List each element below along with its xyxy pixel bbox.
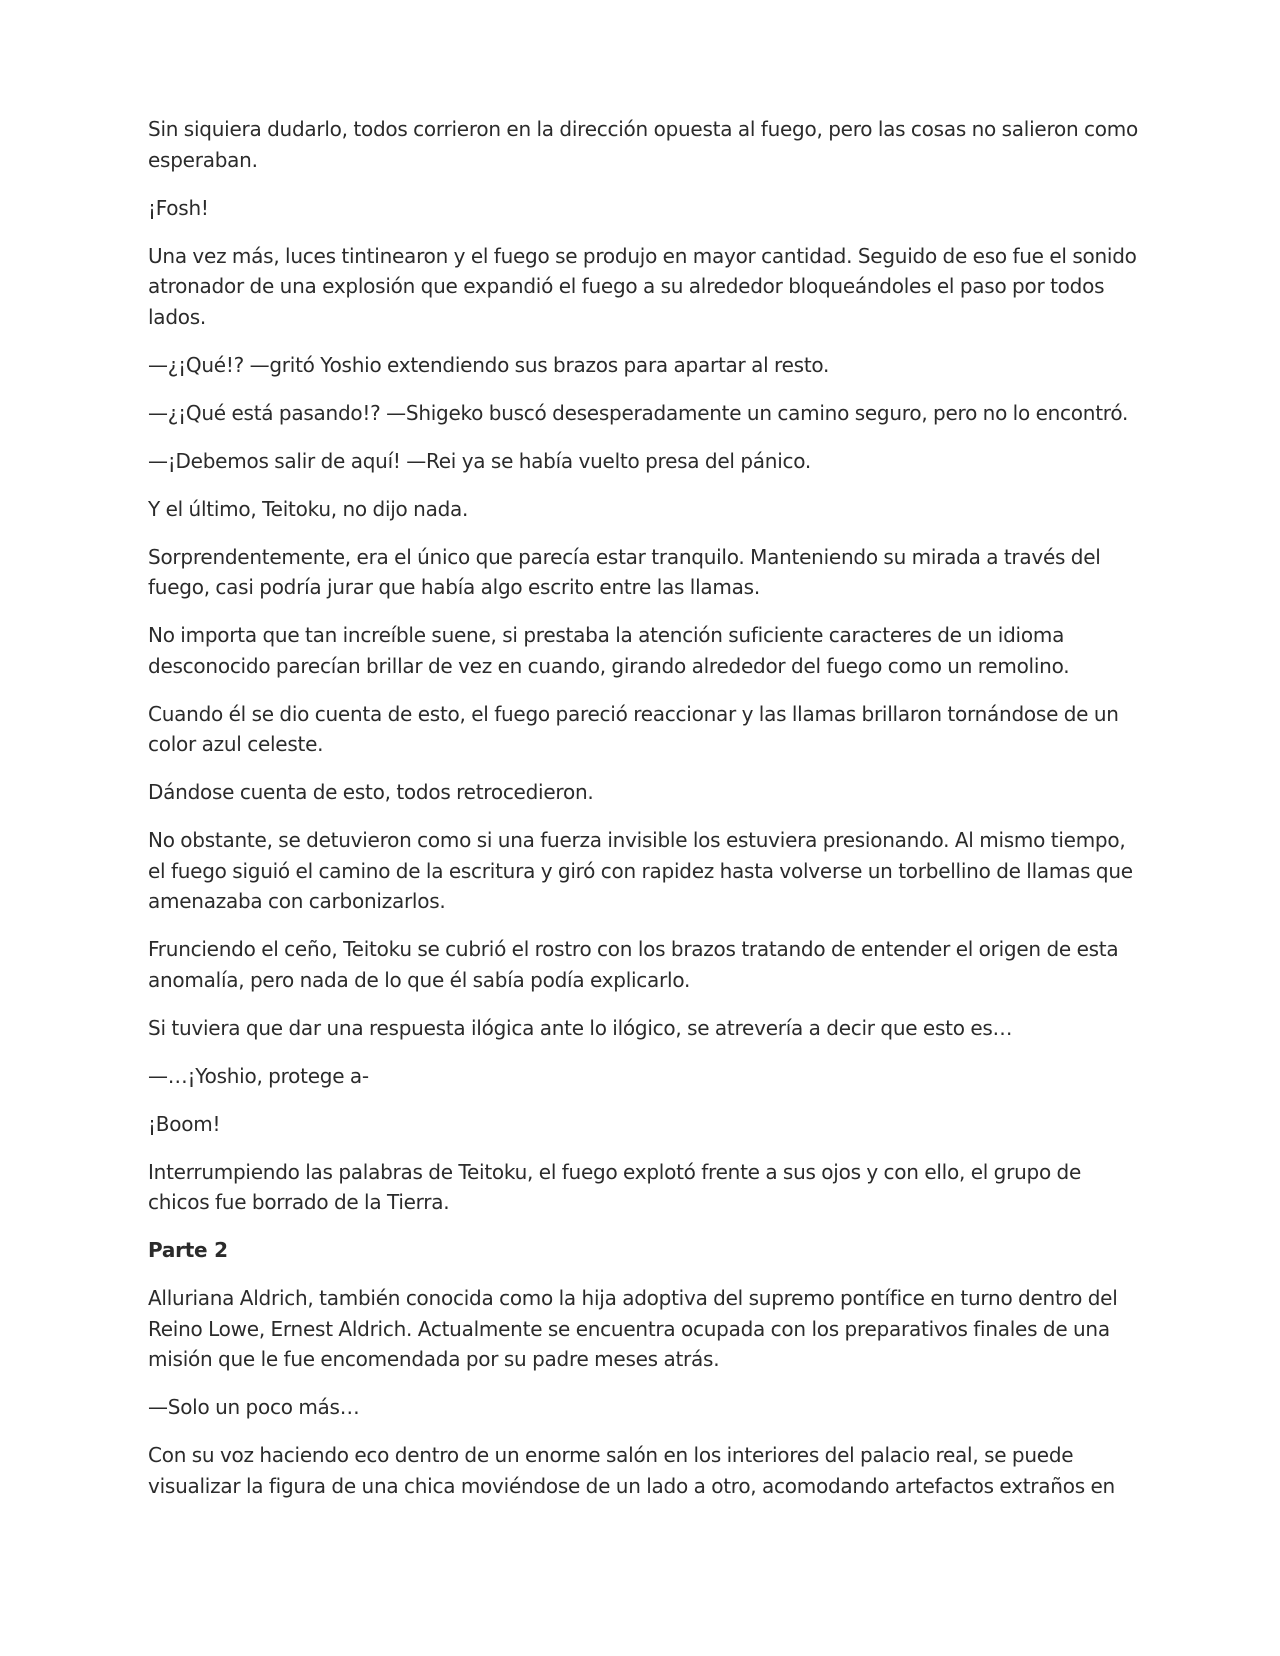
dialogue-line: —¿¡Qué está pasando!? —Shigeko buscó desesperadamente un camino seguro, pero no lo encontró. bbox=[148, 400, 1129, 425]
document-page bbox=[148, 114, 1138, 1519]
paragraph: Interrumpiendo las palabras de Teitoku, el fuego explotó frente a sus ojos y con ello, el grupo de chicos fue borrado de la Tierra. bbox=[148, 1159, 1082, 1214]
paragraph: Frunciendo el ceño, Teitoku se cubrió el rostro con los brazos tratando de entender el origen de esta anomalía, pero nada de lo que él sabía podía explicarlo. bbox=[148, 937, 1119, 992]
paragraph: No importa que tan increíble suene, si prestaba la atención suficiente caracteres de un idioma desconocido parecían brillar de vez en cuando, girando alrededor del fuego como un remolino. bbox=[148, 623, 1070, 678]
paragraph: Alluriana Aldrich, también conocida como la hija adoptiva del supremo pontífice en turno dentro del Reino Lowe, Ernest Aldrich. Actualmente se encuentra ocupada con los preparativos finales de una misión que le fue encomendada por su padre meses atrás. bbox=[148, 1286, 1118, 1371]
paragraph: Con su voz haciendo eco dentro de un enorme salón en los interiores del palacio real, se puede visualizar la figura de una chica moviéndose de un lado a otro, acomodando artefactos extraños en bbox=[148, 1443, 1115, 1498]
paragraph: Dándose cuenta de esto, todos retrocedieron. bbox=[148, 780, 594, 804]
dialogue-line: —¿¡Qué!? —gritó Yoshio extendiendo sus brazos para apartar al resto. bbox=[148, 352, 830, 377]
paragraph: ¡Boom! bbox=[148, 1111, 221, 1136]
dialogue-line: —…¡Yoshio, protege a- bbox=[148, 1063, 369, 1088]
paragraph: Sin siquiera dudarlo, todos corrieron en la dirección opuesta al fuego, pero las cosas no salieron como esperaban. bbox=[148, 117, 1138, 172]
dialogue-line: —Solo un poco más… bbox=[148, 1395, 360, 1419]
paragraph: Cuando él se dio cuenta de esto, el fuego pareció reaccionar y las llamas brillaron tornándose de un color azul celeste. bbox=[148, 701, 1119, 756]
paragraph: Y el último, Teitoku, no dijo nada. bbox=[148, 496, 469, 521]
paragraph: ¡Fosh! bbox=[148, 195, 209, 220]
section-heading: Parte 2 bbox=[148, 1238, 228, 1262]
paragraph: Una vez más, luces tintinearon y el fuego se produjo en mayor cantidad. Seguido de eso fue el sonido atronador de una explosión que expandió el fuego a su alrededor bloqueándoles el paso por todos lados. bbox=[148, 243, 1137, 329]
paragraph: Sorprendentemente, era el único que parecía estar tranquilo. Manteniendo su mirada a través del fuego, casi podría jurar que había algo escrito entre las llamas. bbox=[148, 544, 1101, 599]
paragraph: Si tuviera que dar una respuesta ilógica ante lo ilógico, se atrevería a decir que esto es… bbox=[148, 1015, 1013, 1040]
dialogue-line: —¡Debemos salir de aquí! —Rei ya se había vuelto presa del pánico. bbox=[148, 448, 812, 473]
paragraph: No obstante, se detuvieron como si una fuerza invisible los estuviera presionando. Al mismo tiempo, el fuego siguió el camino de la escritura y giró con rapidez hasta volverse un torbellino de llamas que amenazaba con carbonizarlos. bbox=[148, 828, 1133, 913]
